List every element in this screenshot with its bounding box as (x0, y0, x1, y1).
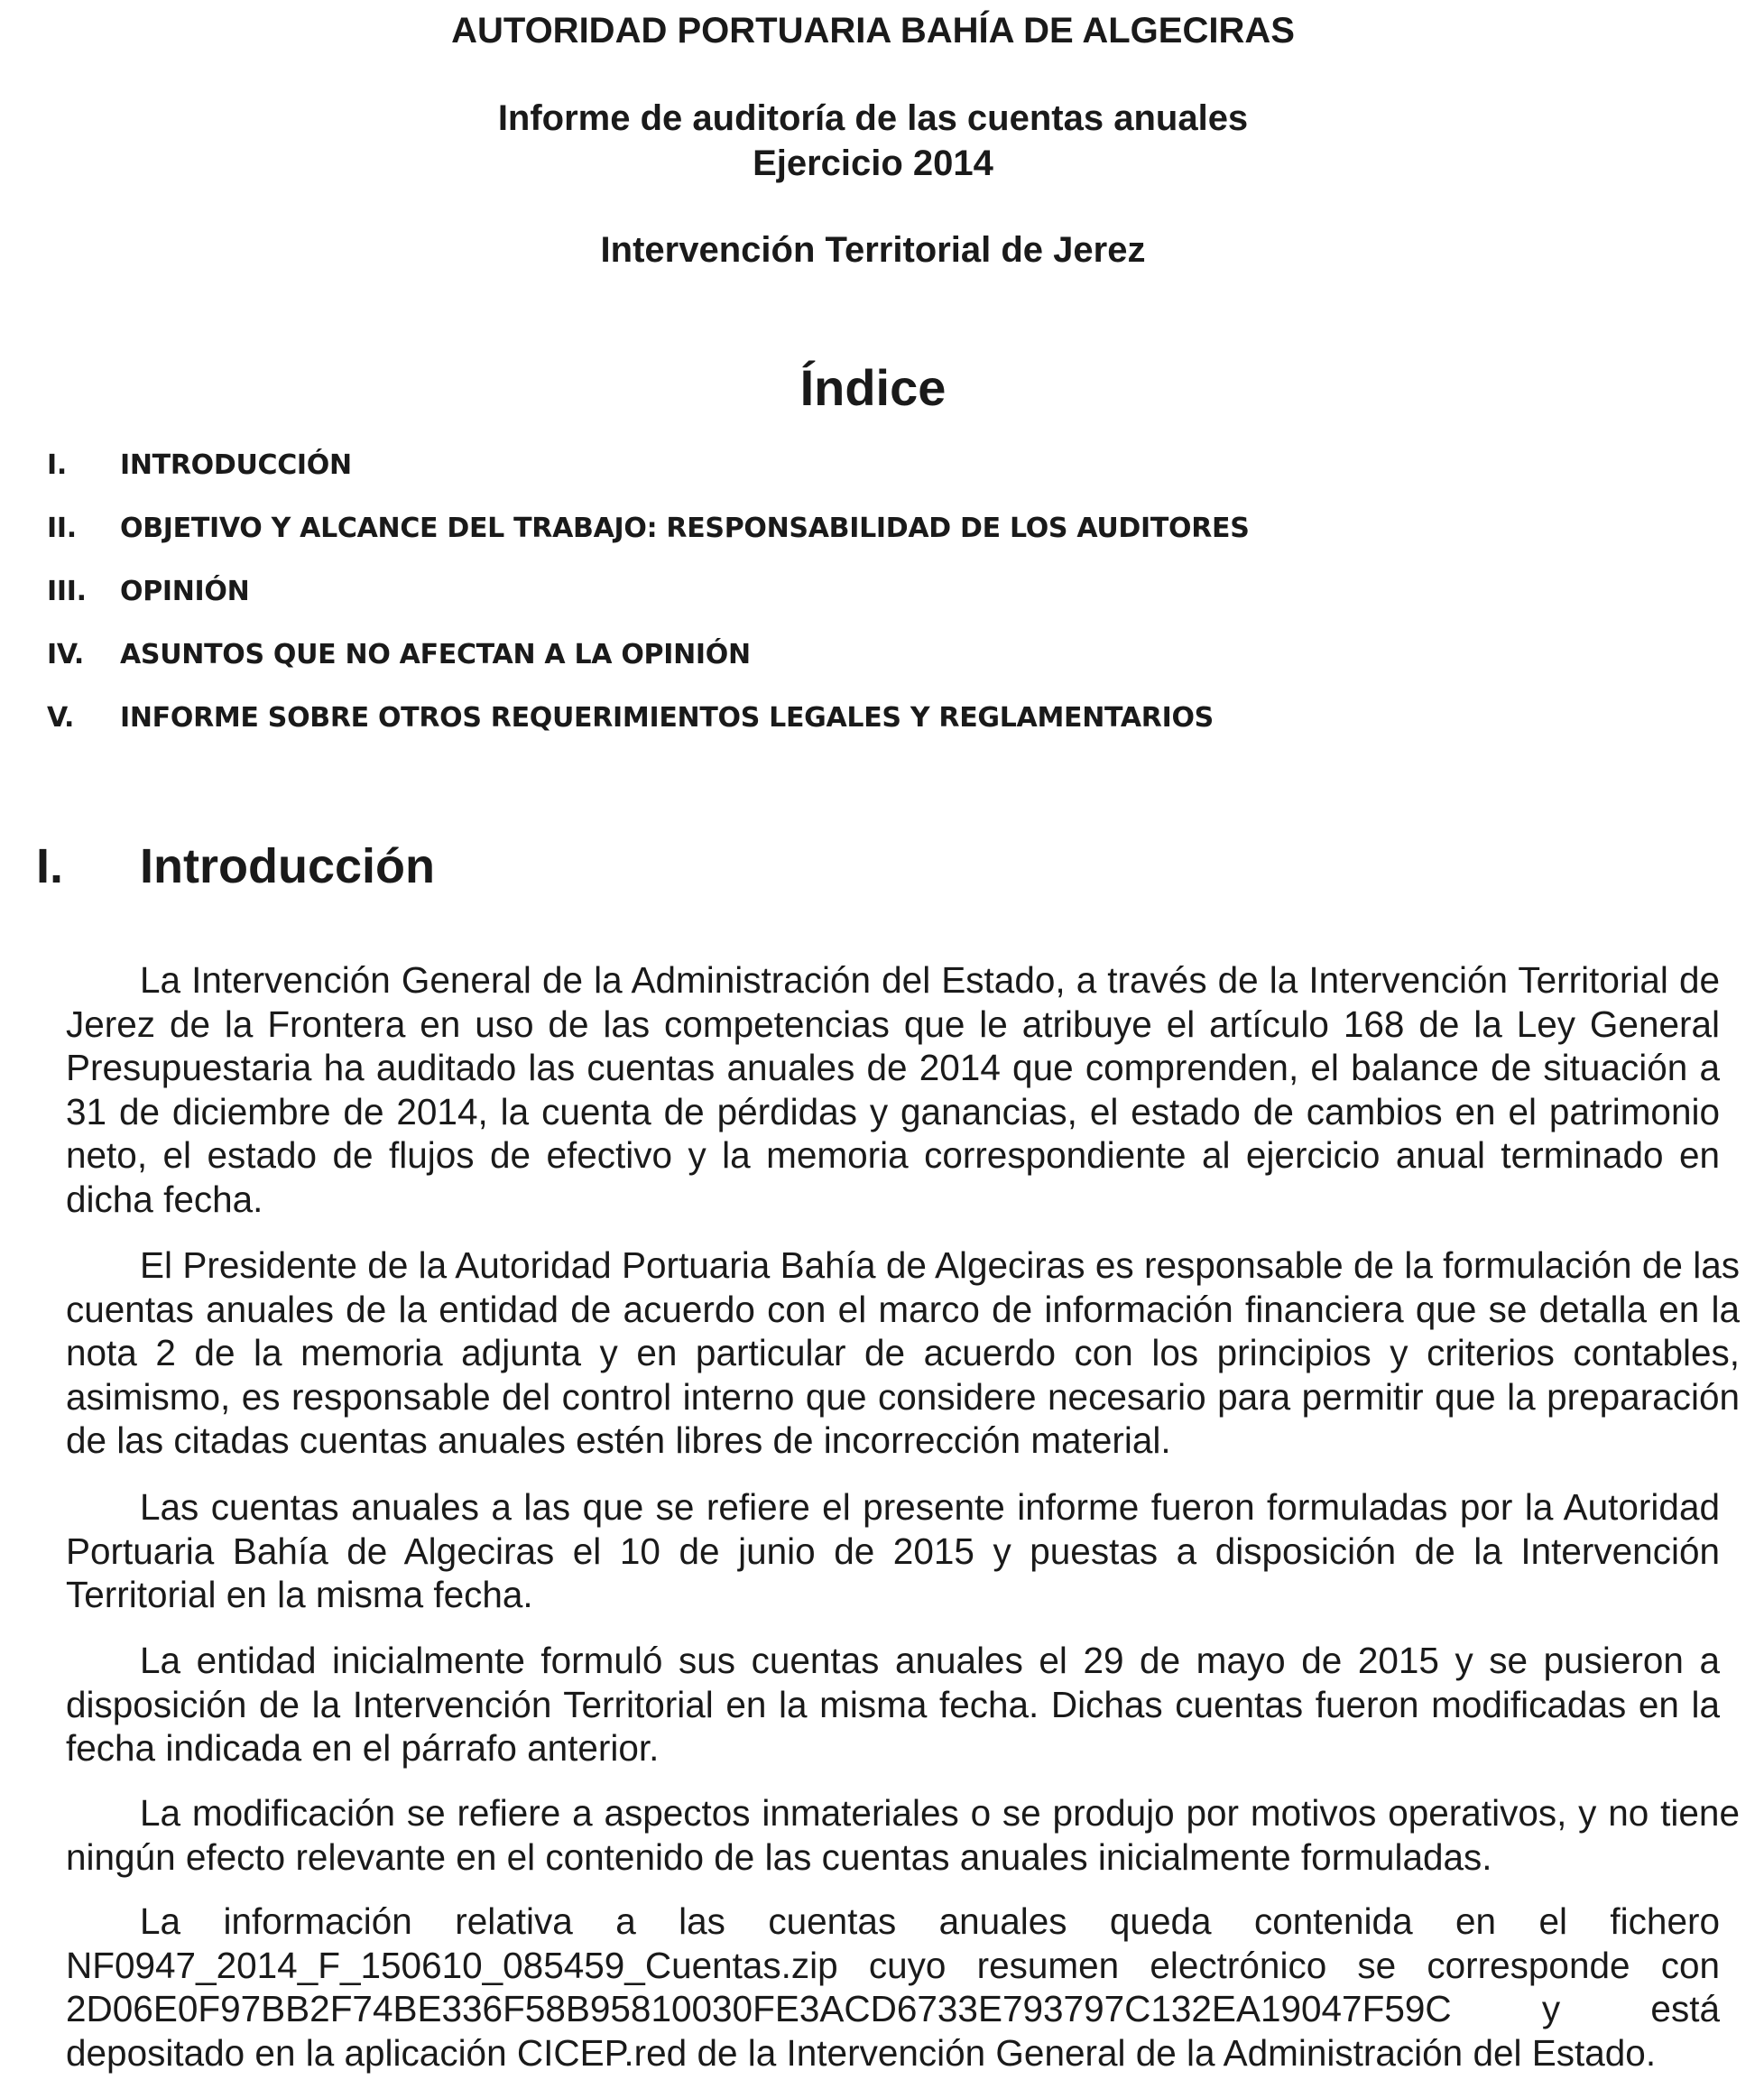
paragraph: La modificación se refiere a aspectos inmateriales o se produjo por motivos operativos, y no tiene ningún efecto relevante en el contenido de las cuentas anuales inicialmente formuladas. (66, 1792, 1740, 1878)
toc-item-label: OBJETIVO Y ALCANCE DEL TRABAJO: RESPONSABILIDAD DE LOS AUDITORES (120, 513, 1250, 544)
toc-item-number: I. (47, 449, 67, 481)
organization-name: AUTORIDAD PORTUARIA BAHÍA DE ALGECIRAS (451, 11, 1295, 51)
toc-item-informe (0, 700, 1764, 736)
toc-item-introduccion (0, 448, 1764, 484)
toc-item-number: III. (47, 576, 87, 607)
paragraph: La Intervención General de la Administración del Estado, a través de la Intervención Territorial de Jerez de la Frontera en uso de las competencias que le atribuye el artículo 168 de la Ley General Presupuestaria ha auditado las cuentas anuales de 2014 que comprenden, el balance de situación a 31 de diciembre de 2014, la cuenta de pérdidas y ganancias, el estado de cambios en el patrimonio neto, el estado de flujos de efectivo y la memoria correspondiente al ejercicio anual terminado en dicha fecha. (66, 959, 1720, 1220)
paragraph: La entidad inicialmente formuló sus cuentas anuales el 29 de mayo de 2015 y se pusieron a disposición de la Intervención Territorial en la misma fecha. Dichas cuentas fueron modificadas en la fecha indicada en el párrafo anterior. (66, 1640, 1720, 1769)
office-name: Intervención Territorial de Jerez (600, 230, 1146, 270)
report-title: Informe de auditoría de las cuentas anuales (497, 98, 1249, 138)
toc-item-objetivo (0, 511, 1764, 547)
section-heading (0, 835, 1764, 898)
toc-item-label: OPINIÓN (120, 576, 250, 607)
toc-item-number: IV. (47, 639, 85, 670)
toc-item-number: II. (47, 513, 77, 544)
section-title: Introducción (140, 839, 435, 893)
toc-item-label: INTRODUCCIÓN (120, 449, 352, 481)
paragraph: La información relativa a las cuentas anuales queda contenida en el fichero NF0947_2014_F_150610_085459_Cuentas.zip cuyo resumen electrónico se corresponde con 2D06E0F97BB2F74BE336F58B95810030FE3ACD6733E793797C132EA19047F59C y está depositado en la aplicación CICEP.red de la Intervención General de la Administración del Estado. (66, 1900, 1720, 2074)
section-number: I. (36, 839, 64, 893)
fiscal-year: Ejercicio 2014 (753, 143, 993, 183)
toc-item-opinion (0, 574, 1764, 610)
toc-item-asuntos (0, 637, 1764, 673)
index-title: Índice (799, 359, 947, 416)
toc-item-label: ASUNTOS QUE NO AFECTAN A LA OPINIÓN (120, 639, 751, 670)
paragraph: Las cuentas anuales a las que se refiere el presente informe fueron formuladas por la Autoridad Portuaria Bahía de Algeciras el 10 de junio de 2015 y puestas a disposición de la Intervención Territorial en la misma fecha. (66, 1486, 1720, 1615)
toc-item-number: V. (47, 702, 75, 734)
toc-item-label: INFORME SOBRE OTROS REQUERIMIENTOS LEGALES Y REGLAMENTARIOS (120, 702, 1214, 734)
paragraph: El Presidente de la Autoridad Portuaria Bahía de Algeciras es responsable de la formulación de las cuentas anuales de la entidad de acuerdo con el marco de información financiera que se detalla en la nota 2 de la memoria adjunta y en particular de acuerdo con los principios y criterios contables, asimismo, es responsable del control interno que considere necesario para permitir que la preparación de las citadas cuentas anuales estén libres de incorrección material. (66, 1244, 1740, 1461)
